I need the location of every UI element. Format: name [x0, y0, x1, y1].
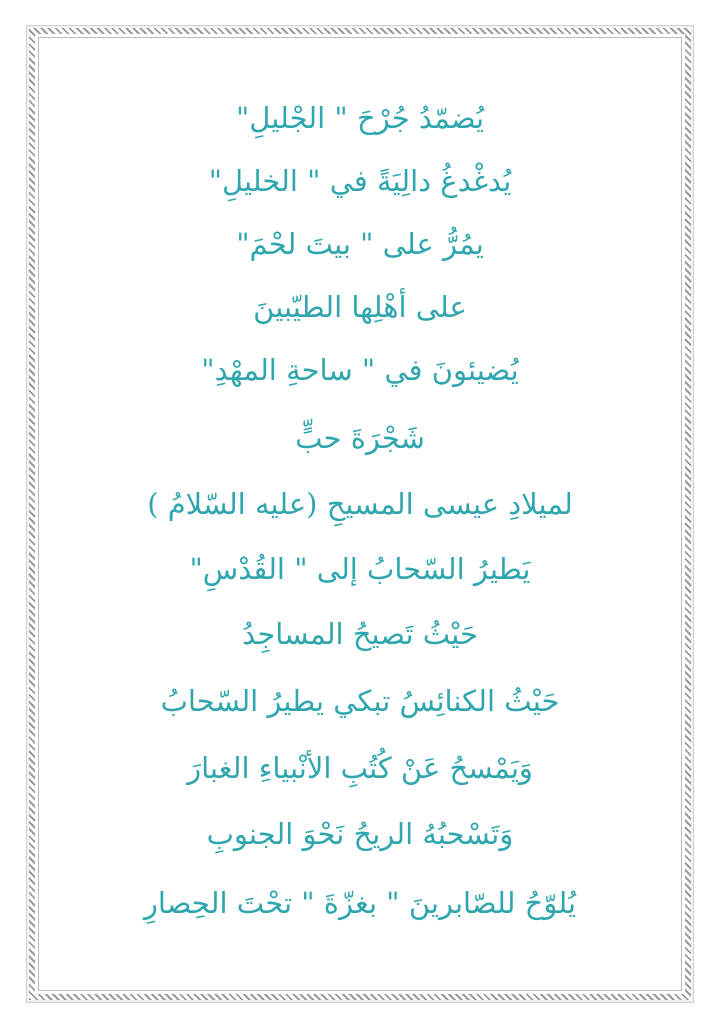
poem-line-1: يُضمّدُ جُرْحَ " الجْليلِ" [235, 101, 485, 135]
poem-line-4: على أهْلِها الطيّبينَ [253, 290, 467, 324]
poem-line-8: يَطيرُ السّحابُ إلى " القُدْسِ" [189, 552, 531, 586]
poem-line-13: يُلوّحُ للصّابرينَ " بغزّةَ " تحْتَ الحِصارِ [143, 886, 577, 920]
poem-line-5: يُضيئونَ في " ساحةِ المهْدِ" [201, 353, 519, 387]
poem-line-9: حَيْثُ تَصيحُ المساجِدُ [242, 617, 478, 651]
poem-line-12: وَتَسْحبُهُ الريحُ نَحْوَ الجنوبِ [206, 817, 514, 851]
poem-line-10: حَيْثُ الكنائِسُ تبكي يطيرُ السّحابُ [160, 684, 560, 718]
poem-line-2: يُدغْدغُ دالِيَةً في " الخليلِ" [208, 164, 512, 198]
poem-line-11: وَيَمْسحُ عَنْ كُتُبِ الأنْبياءِ الغبارَ [187, 751, 533, 785]
poem-line-6: شَجْرَةَ حبٍّ [295, 421, 425, 455]
poem-line-3: يمُرُّ على " بيتَ لحْمَ" [236, 227, 484, 261]
poem-line-7: لميلادِ عيسى المسيحِ (عليه السّلامُ ) [147, 487, 573, 521]
